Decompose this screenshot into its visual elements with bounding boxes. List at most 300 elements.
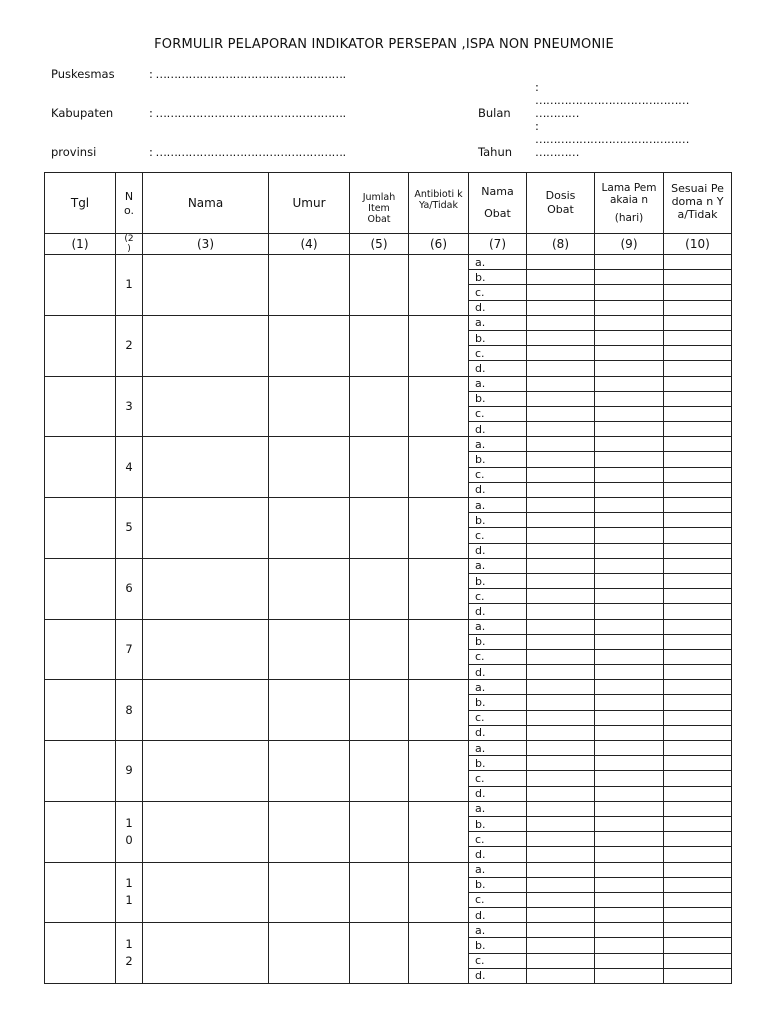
sesuai-cell[interactable] <box>664 406 732 421</box>
dosis-cell[interactable] <box>527 452 595 467</box>
bulan-colon: : <box>535 80 539 94</box>
nama-obat-cell[interactable] <box>469 315 527 330</box>
sesuai-cell[interactable] <box>664 467 732 482</box>
jumlah-cell[interactable] <box>350 498 409 559</box>
nama-obat-cell[interactable] <box>469 801 527 816</box>
sub-item-label: d. <box>475 544 486 558</box>
antibiotik-cell[interactable] <box>409 680 469 741</box>
lama-cell[interactable] <box>595 741 664 756</box>
no-cell[interactable] <box>116 619 143 680</box>
nama-obat-cell[interactable] <box>469 619 527 634</box>
sesuai-cell[interactable] <box>664 877 732 892</box>
header-jumlah-item-obat <box>350 173 409 234</box>
lama-cell[interactable] <box>595 452 664 467</box>
nama-obat-cell[interactable] <box>469 725 527 740</box>
dosis-cell[interactable] <box>527 968 595 983</box>
lama-cell[interactable] <box>595 938 664 953</box>
jumlah-cell[interactable] <box>350 862 409 923</box>
sesuai-cell[interactable] <box>664 604 732 619</box>
sub-item-label: c. <box>475 954 485 968</box>
lama-cell[interactable] <box>595 330 664 345</box>
lama-cell[interactable] <box>595 528 664 543</box>
tgl-cell[interactable] <box>45 437 116 498</box>
dosis-cell[interactable] <box>527 543 595 558</box>
nama-obat-cell[interactable] <box>469 270 527 285</box>
sesuai-cell[interactable] <box>664 938 732 953</box>
umur-cell[interactable] <box>269 376 350 437</box>
nama-obat-cell[interactable] <box>469 649 527 664</box>
dosis-cell[interactable] <box>527 908 595 923</box>
tgl-cell[interactable] <box>45 315 116 376</box>
tgl-cell[interactable] <box>45 619 116 680</box>
lama-cell[interactable] <box>595 406 664 421</box>
nama-obat-cell[interactable] <box>469 816 527 831</box>
column-number: (5) <box>350 234 409 255</box>
sesuai-cell[interactable] <box>664 391 732 406</box>
dosis-cell[interactable] <box>527 498 595 513</box>
sesuai-cell[interactable] <box>664 376 732 391</box>
lama-cell[interactable] <box>595 513 664 528</box>
row-number: 9 <box>125 763 133 778</box>
sub-item-label: b. <box>475 574 486 588</box>
lama-cell[interactable] <box>595 315 664 330</box>
dosis-cell[interactable] <box>527 756 595 771</box>
tgl-cell[interactable] <box>45 255 116 316</box>
umur-cell[interactable] <box>269 315 350 376</box>
dosis-cell[interactable] <box>527 862 595 877</box>
row-number: 7 <box>125 641 133 656</box>
lama-cell[interactable] <box>595 422 664 437</box>
tgl-cell[interactable] <box>45 862 116 923</box>
sesuai-cell[interactable] <box>664 695 732 710</box>
kabupaten-value[interactable]: : ……………………………………………. <box>149 106 346 120</box>
no-cell[interactable] <box>116 437 143 498</box>
dosis-cell[interactable] <box>527 847 595 862</box>
sesuai-cell[interactable] <box>664 422 732 437</box>
lama-cell[interactable] <box>595 862 664 877</box>
sub-item-label: d. <box>475 908 486 922</box>
antibiotik-cell[interactable] <box>409 801 469 862</box>
no-cell[interactable] <box>116 376 143 437</box>
sesuai-cell[interactable] <box>664 649 732 664</box>
sub-item-label: a. <box>475 498 486 512</box>
nama-obat-cell[interactable] <box>469 665 527 680</box>
lama-cell[interactable] <box>595 543 664 558</box>
nama-obat-cell[interactable] <box>469 786 527 801</box>
jumlah-cell[interactable] <box>350 680 409 741</box>
nama-cell[interactable] <box>143 801 269 862</box>
sub-item-label: c. <box>475 711 485 725</box>
sesuai-cell[interactable] <box>664 270 732 285</box>
no-cell[interactable] <box>116 862 143 923</box>
nama-cell[interactable] <box>143 255 269 316</box>
nama-obat-cell[interactable] <box>469 376 527 391</box>
antibiotik-cell[interactable] <box>409 255 469 316</box>
lama-cell[interactable] <box>595 847 664 862</box>
nama-obat-cell[interactable] <box>469 771 527 786</box>
nama-obat-cell[interactable] <box>469 498 527 513</box>
jumlah-cell[interactable] <box>350 255 409 316</box>
lama-cell[interactable] <box>595 680 664 695</box>
nama-obat-cell[interactable] <box>469 680 527 695</box>
sesuai-cell[interactable] <box>664 923 732 938</box>
table-row <box>45 437 732 452</box>
nama-cell[interactable] <box>143 558 269 619</box>
nama-cell[interactable] <box>143 741 269 802</box>
tgl-cell[interactable] <box>45 923 116 984</box>
umur-cell[interactable] <box>269 862 350 923</box>
antibiotik-cell[interactable] <box>409 498 469 559</box>
nama-obat-cell[interactable] <box>469 710 527 725</box>
sesuai-cell[interactable] <box>664 361 732 376</box>
lama-cell[interactable] <box>595 604 664 619</box>
dosis-cell[interactable] <box>527 437 595 452</box>
sesuai-cell[interactable] <box>664 300 732 315</box>
dosis-cell[interactable] <box>527 573 595 588</box>
umur-cell[interactable] <box>269 923 350 984</box>
sesuai-cell[interactable] <box>664 908 732 923</box>
sesuai-cell[interactable] <box>664 346 732 361</box>
sesuai-cell[interactable] <box>664 558 732 573</box>
sesuai-cell[interactable] <box>664 725 732 740</box>
lama-cell[interactable] <box>595 361 664 376</box>
sesuai-cell[interactable] <box>664 680 732 695</box>
tgl-cell[interactable] <box>45 801 116 862</box>
sesuai-cell[interactable] <box>664 847 732 862</box>
nama-obat-cell[interactable] <box>469 634 527 649</box>
lama-cell[interactable] <box>595 376 664 391</box>
kabupaten-label: Kabupaten <box>51 106 114 120</box>
tgl-cell[interactable] <box>45 680 116 741</box>
nama-obat-cell[interactable] <box>469 437 527 452</box>
sesuai-cell[interactable] <box>664 710 732 725</box>
tahun-value-tail[interactable]: ………… <box>535 145 579 159</box>
nama-obat-cell[interactable] <box>469 756 527 771</box>
header-row <box>45 173 732 234</box>
nama-cell[interactable] <box>143 376 269 437</box>
dosis-cell[interactable] <box>527 422 595 437</box>
sesuai-cell[interactable] <box>664 573 732 588</box>
antibiotik-cell[interactable] <box>409 376 469 437</box>
lama-cell[interactable] <box>595 892 664 907</box>
no-cell[interactable] <box>116 315 143 376</box>
nama-obat-cell[interactable] <box>469 513 527 528</box>
sesuai-cell[interactable] <box>664 862 732 877</box>
puskesmas-value[interactable]: : ……………………………………………. <box>149 67 346 81</box>
jumlah-cell[interactable] <box>350 801 409 862</box>
lama-cell[interactable] <box>595 391 664 406</box>
tahun-value-line[interactable]: …………………………………… <box>535 132 689 146</box>
sesuai-cell[interactable] <box>664 285 732 300</box>
tgl-cell[interactable] <box>45 498 116 559</box>
sesuai-cell[interactable] <box>664 543 732 558</box>
lama-cell[interactable] <box>595 968 664 983</box>
dosis-cell[interactable] <box>527 558 595 573</box>
lama-cell[interactable] <box>595 771 664 786</box>
dosis-cell[interactable] <box>527 315 595 330</box>
dosis-cell[interactable] <box>527 330 595 345</box>
nama-obat-cell[interactable] <box>469 862 527 877</box>
sesuai-cell[interactable] <box>664 255 732 270</box>
table-row <box>45 680 732 695</box>
dosis-cell[interactable] <box>527 877 595 892</box>
dosis-cell[interactable] <box>527 346 595 361</box>
umur-cell[interactable] <box>269 558 350 619</box>
dosis-cell[interactable] <box>527 467 595 482</box>
dosis-cell[interactable] <box>527 300 595 315</box>
jumlah-cell[interactable] <box>350 315 409 376</box>
jumlah-cell[interactable] <box>350 619 409 680</box>
jumlah-cell[interactable] <box>350 376 409 437</box>
column-number: (8) <box>527 234 595 255</box>
umur-cell[interactable] <box>269 255 350 316</box>
no-cell[interactable] <box>116 741 143 802</box>
antibiotik-cell[interactable] <box>409 619 469 680</box>
sesuai-cell[interactable] <box>664 482 732 497</box>
lama-cell[interactable] <box>595 832 664 847</box>
dosis-cell[interactable] <box>527 376 595 391</box>
sesuai-cell[interactable] <box>664 513 732 528</box>
umur-cell[interactable] <box>269 741 350 802</box>
table-row <box>45 619 732 634</box>
row-number: 8 <box>125 702 133 717</box>
nama-obat-cell[interactable] <box>469 573 527 588</box>
jumlah-cell[interactable] <box>350 923 409 984</box>
lama-cell[interactable] <box>595 482 664 497</box>
lama-cell[interactable] <box>595 558 664 573</box>
nama-cell[interactable] <box>143 437 269 498</box>
sub-item-label: b. <box>475 635 486 649</box>
sesuai-cell[interactable] <box>664 665 732 680</box>
no-cell[interactable] <box>116 255 143 316</box>
lama-cell[interactable] <box>595 953 664 968</box>
no-cell[interactable] <box>116 801 143 862</box>
nama-obat-cell[interactable] <box>469 330 527 345</box>
column-number-text: (2 ) <box>124 234 134 254</box>
nama-obat-cell[interactable] <box>469 558 527 573</box>
lama-cell[interactable] <box>595 498 664 513</box>
lama-cell[interactable] <box>595 665 664 680</box>
sub-item-label: a. <box>475 316 486 330</box>
bulan-value-tail[interactable]: ………… <box>535 106 579 120</box>
sesuai-cell[interactable] <box>664 452 732 467</box>
tgl-cell[interactable] <box>45 741 116 802</box>
dosis-cell[interactable] <box>527 923 595 938</box>
lama-cell[interactable] <box>595 300 664 315</box>
lama-cell[interactable] <box>595 923 664 938</box>
nama-obat-cell[interactable] <box>469 422 527 437</box>
nama-cell[interactable] <box>143 862 269 923</box>
dosis-cell[interactable] <box>527 285 595 300</box>
sesuai-cell[interactable] <box>664 892 732 907</box>
dosis-cell[interactable] <box>527 892 595 907</box>
dosis-cell[interactable] <box>527 255 595 270</box>
sesuai-cell[interactable] <box>664 741 732 756</box>
lama-cell[interactable] <box>595 695 664 710</box>
jumlah-cell[interactable] <box>350 558 409 619</box>
sesuai-cell[interactable] <box>664 771 732 786</box>
sesuai-cell[interactable] <box>664 968 732 983</box>
sesuai-cell[interactable] <box>664 786 732 801</box>
jumlah-cell[interactable] <box>350 741 409 802</box>
dosis-cell[interactable] <box>527 528 595 543</box>
antibiotik-cell[interactable] <box>409 437 469 498</box>
sesuai-cell[interactable] <box>664 832 732 847</box>
umur-cell[interactable] <box>269 619 350 680</box>
nama-obat-cell[interactable] <box>469 528 527 543</box>
lama-cell[interactable] <box>595 756 664 771</box>
dosis-cell[interactable] <box>527 665 595 680</box>
lama-cell[interactable] <box>595 710 664 725</box>
nama-obat-cell[interactable] <box>469 300 527 315</box>
umur-cell[interactable] <box>269 437 350 498</box>
sesuai-cell[interactable] <box>664 634 732 649</box>
umur-cell[interactable] <box>269 498 350 559</box>
dosis-cell[interactable] <box>527 270 595 285</box>
antibiotik-cell[interactable] <box>409 923 469 984</box>
nama-obat-cell[interactable] <box>469 938 527 953</box>
sub-item-label: d. <box>475 787 486 801</box>
dosis-cell[interactable] <box>527 680 595 695</box>
dosis-cell[interactable] <box>527 725 595 740</box>
umur-cell[interactable] <box>269 801 350 862</box>
lama-cell[interactable] <box>595 573 664 588</box>
bulan-value-line[interactable]: …………………………………… <box>535 93 689 107</box>
lama-cell[interactable] <box>595 634 664 649</box>
dosis-cell[interactable] <box>527 649 595 664</box>
no-cell[interactable] <box>116 558 143 619</box>
nama-obat-cell[interactable] <box>469 968 527 983</box>
dosis-cell[interactable] <box>527 832 595 847</box>
tgl-cell[interactable] <box>45 558 116 619</box>
nama-obat-cell[interactable] <box>469 467 527 482</box>
nama-obat-cell[interactable] <box>469 482 527 497</box>
sub-item-label: c. <box>475 650 485 664</box>
nama-cell[interactable] <box>143 923 269 984</box>
lama-cell[interactable] <box>595 270 664 285</box>
sesuai-cell[interactable] <box>664 589 732 604</box>
dosis-cell[interactable] <box>527 816 595 831</box>
sub-item-label: b. <box>475 696 486 710</box>
nama-obat-cell[interactable] <box>469 741 527 756</box>
sesuai-cell[interactable] <box>664 528 732 543</box>
lama-cell[interactable] <box>595 467 664 482</box>
dosis-cell[interactable] <box>527 589 595 604</box>
lama-cell[interactable] <box>595 589 664 604</box>
dosis-cell[interactable] <box>527 406 595 421</box>
lama-cell[interactable] <box>595 877 664 892</box>
tgl-cell[interactable] <box>45 376 116 437</box>
lama-cell[interactable] <box>595 725 664 740</box>
nama-obat-cell[interactable] <box>469 346 527 361</box>
dosis-cell[interactable] <box>527 695 595 710</box>
lama-cell[interactable] <box>595 786 664 801</box>
antibiotik-cell[interactable] <box>409 862 469 923</box>
nama-obat-cell[interactable] <box>469 923 527 938</box>
sesuai-cell[interactable] <box>664 801 732 816</box>
dosis-cell[interactable] <box>527 604 595 619</box>
lama-cell[interactable] <box>595 801 664 816</box>
nama-obat-cell[interactable] <box>469 391 527 406</box>
nama-cell[interactable] <box>143 680 269 741</box>
dosis-cell[interactable] <box>527 801 595 816</box>
sesuai-cell[interactable] <box>664 437 732 452</box>
dosis-cell[interactable] <box>527 771 595 786</box>
table-row <box>45 376 732 391</box>
jumlah-cell[interactable] <box>350 437 409 498</box>
nama-cell[interactable] <box>143 498 269 559</box>
dosis-cell[interactable] <box>527 482 595 497</box>
report-table <box>44 172 732 984</box>
lama-cell[interactable] <box>595 816 664 831</box>
sub-item-label: b. <box>475 756 486 770</box>
antibiotik-cell[interactable] <box>409 558 469 619</box>
dosis-cell[interactable] <box>527 741 595 756</box>
nama-cell[interactable] <box>143 619 269 680</box>
nama-obat-cell[interactable] <box>469 255 527 270</box>
nama-obat-cell[interactable] <box>469 589 527 604</box>
umur-cell[interactable] <box>269 680 350 741</box>
header-antibiotik <box>409 173 469 234</box>
dosis-cell[interactable] <box>527 938 595 953</box>
table-body <box>45 255 732 984</box>
sesuai-cell[interactable] <box>664 315 732 330</box>
nama-obat-cell[interactable] <box>469 361 527 376</box>
dosis-cell[interactable] <box>527 786 595 801</box>
nama-obat-cell[interactable] <box>469 604 527 619</box>
sesuai-cell[interactable] <box>664 498 732 513</box>
sesuai-cell[interactable] <box>664 756 732 771</box>
dosis-cell[interactable] <box>527 391 595 406</box>
nama-obat-cell[interactable] <box>469 543 527 558</box>
sesuai-cell[interactable] <box>664 816 732 831</box>
nama-obat-cell[interactable] <box>469 452 527 467</box>
nama-cell[interactable] <box>143 315 269 376</box>
nama-obat-cell[interactable] <box>469 892 527 907</box>
nama-obat-cell[interactable] <box>469 877 527 892</box>
lama-cell[interactable] <box>595 649 664 664</box>
lama-cell[interactable] <box>595 346 664 361</box>
no-cell[interactable] <box>116 498 143 559</box>
nama-obat-cell[interactable] <box>469 832 527 847</box>
no-cell[interactable] <box>116 680 143 741</box>
lama-cell[interactable] <box>595 908 664 923</box>
nama-obat-cell[interactable] <box>469 695 527 710</box>
sesuai-cell[interactable] <box>664 953 732 968</box>
lama-cell[interactable] <box>595 255 664 270</box>
nama-obat-cell[interactable] <box>469 953 527 968</box>
lama-cell[interactable] <box>595 437 664 452</box>
antibiotik-cell[interactable] <box>409 741 469 802</box>
sesuai-cell[interactable] <box>664 330 732 345</box>
dosis-cell[interactable] <box>527 634 595 649</box>
dosis-cell[interactable] <box>527 513 595 528</box>
nama-obat-cell[interactable] <box>469 285 527 300</box>
lama-cell[interactable] <box>595 619 664 634</box>
dosis-cell[interactable] <box>527 710 595 725</box>
dosis-cell[interactable] <box>527 953 595 968</box>
dosis-cell[interactable] <box>527 619 595 634</box>
dosis-cell[interactable] <box>527 361 595 376</box>
nama-obat-cell[interactable] <box>469 908 527 923</box>
nama-obat-cell[interactable] <box>469 406 527 421</box>
sesuai-cell[interactable] <box>664 619 732 634</box>
no-cell[interactable] <box>116 923 143 984</box>
nama-obat-cell[interactable] <box>469 847 527 862</box>
provinsi-value[interactable]: : ……………………………………………. <box>149 145 346 159</box>
antibiotik-cell[interactable] <box>409 315 469 376</box>
lama-cell[interactable] <box>595 285 664 300</box>
